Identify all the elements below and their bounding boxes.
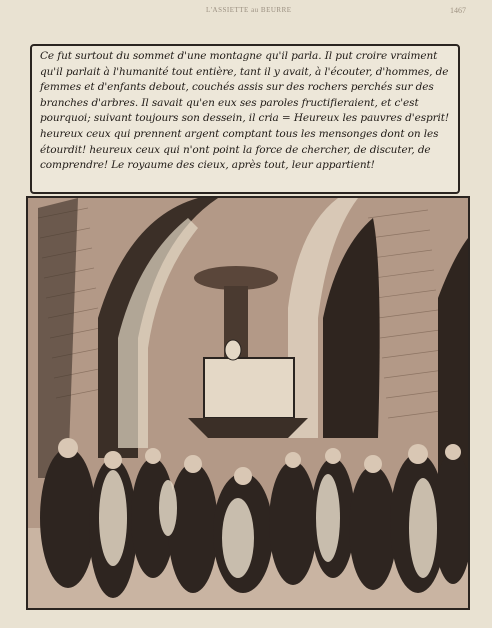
running-title: L'ASSIETTE au BEURRE [206, 6, 292, 14]
pulpit-box [204, 358, 294, 418]
caption-box [30, 44, 460, 194]
church-crowd-drawing [28, 198, 468, 608]
page-header [0, 6, 492, 20]
illustration [26, 196, 470, 610]
page-number: 1467 [450, 6, 466, 15]
pulpit-base [188, 418, 308, 438]
preacher [225, 340, 241, 360]
caption-text: Ce fut surtout du sommet d'une montagne qu'il parla. Il put croire vraiment qu'il parlait à l'humanité tout entière, tant il y avait, à l'écouter, d'hommes, de femmes et d'enfants debout, couchés assis sur des rochers perchés sur des branches d'arbres. Il savait qu'en eux ses paroles fructifieraient, et c'est pourquoi; suivant toujours son dessein, il cria = Heureux les pauvres d'esprit! heureux ceux qui prennent argent comptant tous les mensonges dont on les étourdit! heureux ceux qui n'ont point la force de chercher, de discuter, de comprendre! Le royaume des cieux, après tout, leur appartient! [40, 50, 450, 172]
